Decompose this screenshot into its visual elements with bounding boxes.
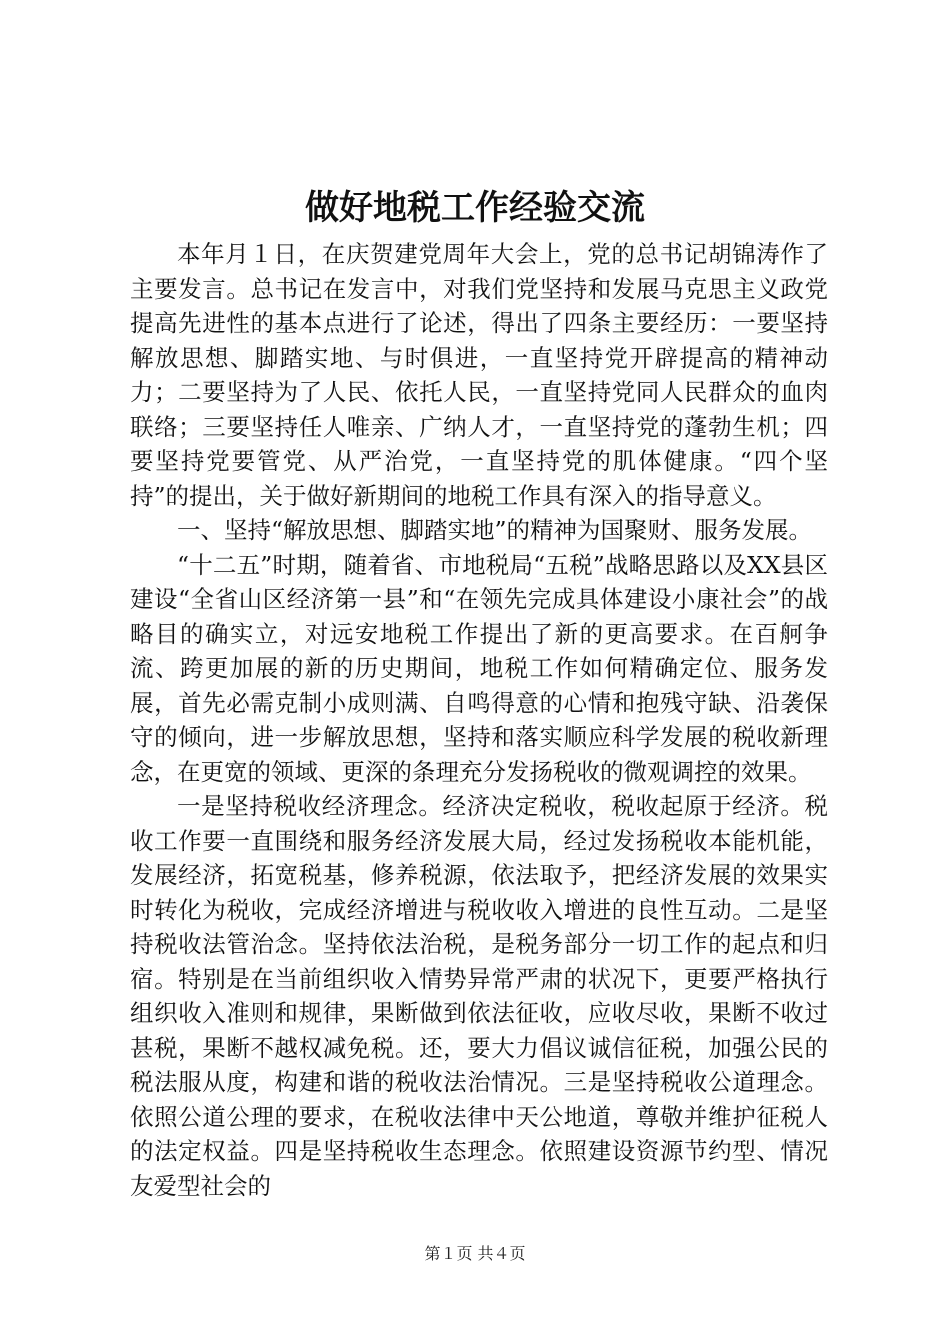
page-footer (0, 1243, 950, 1265)
page-number: 第１页 (424, 1244, 473, 1263)
paragraph-twelfth-five-year: “十二五”时期，随着省、市地税局“五税”战略思路以及XX县区建设“全省山区经济第一县”和“在领先完成具体建设小康社会”的战略目的确实立，对远安地税工作提出了新的更高要求。在百舸争流、跨更加展的新的历史期间，地税工作如何精确定位、服务发展，首先必需克制小成则满、自鸣得意的心情和抱残守缺、沿袭保守的倾向，进一步解放思想，坚持和落实顺应科学发展的税收新理念，在更宽的领域、更深的条理充分发扬税收的微观调控的效果。 (130, 550, 828, 786)
paragraph-heading-one: 一、坚持“解放思想、脚踏实地”的精神为国聚财、服务发展。 (177, 516, 813, 544)
paragraph-intro: 本年月１日，在庆贺建党周年大会上，党的总书记胡锦涛作了主要发言。总书记在发言中，对我们党坚持和发展马克思主义政党提高先进性的基本点进行了论述，得出了四条主要经历：一要坚持解放思想、脚踏实地、与时俱进，一直坚持党开辟提高的精神动力；二要坚持为了人民、依托人民，一直坚持党同人民群众的血肉联络；三要坚持任人唯亲、广纳人才，一直坚持党的蓬勃生机；四要坚持党要管党、从严治党，一直坚持党的肌体健康。“四个坚持”的提出，关于做好新期间的地税工作具有深入的指导意义。 (130, 240, 828, 510)
page-total: 共４页 (477, 1244, 526, 1263)
paragraph-tax-concepts: 一是坚持税收经济理念。经济决定税收，税收起原于经济。税收工作要一直围绕和服务经济发展大局，经过发扬税收本能机能，发展经济，拓宽税基，修养税源，依法取予，把经济发展的效果实时转化为税收，完成经济增进与税收收入增进的良性互动。二是坚持税收法管治念。坚持依法治税，是税务部分一切工作的起点和归宿。特别是在当前组织收入情势异常严肃的状况下，更要严格执行组织收入准则和规律，果断做到依法征收，应收尽收，果断不收过甚税，果断不越权减免税。还，要大力倡议诚信征税，加强公民的税法服从度，构建和谐的税收法治情况。三是坚持税收公道理念。依照公道公理的要求，在税收法律中天公地道，尊敬并维护征税人的法定权益。四是坚持税收生态理念。依照建设资源节约型、情况友爱型社会的 (130, 792, 828, 1200)
document-body (130, 237, 828, 1203)
document-title: 做好地税工作经验交流 (305, 188, 645, 228)
